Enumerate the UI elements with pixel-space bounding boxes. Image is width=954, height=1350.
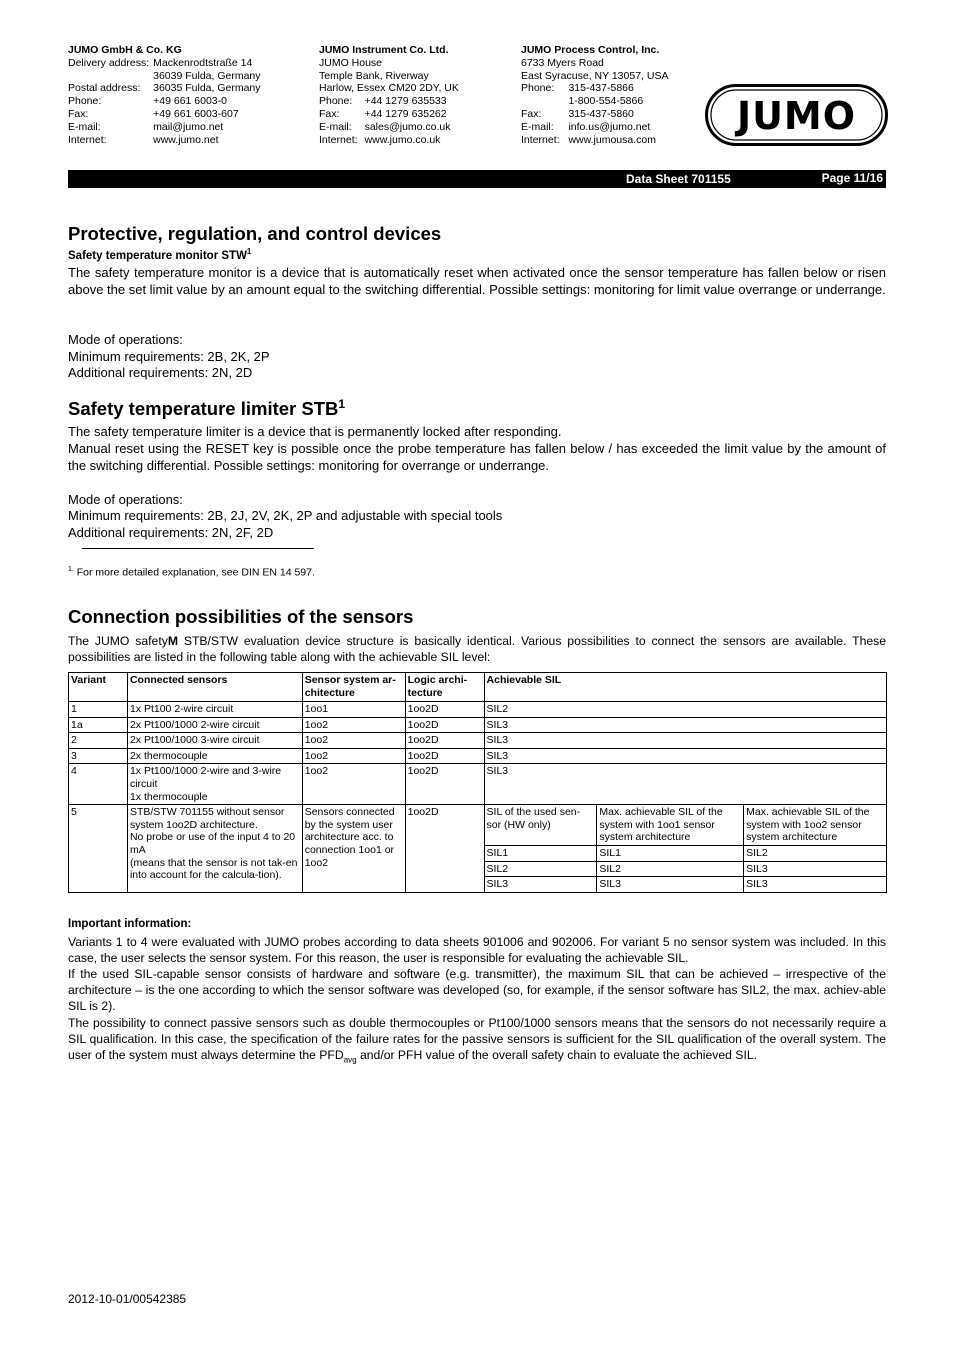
table-row — [69, 717, 887, 733]
address-row — [319, 82, 459, 95]
address-value: 315-437-5860 — [568, 107, 634, 120]
cell-sil-value: SIL3 — [744, 877, 887, 893]
stb-min-requirements: Minimum requirements: 2B, 2J, 2V, 2K, 2P and adjustable with special tools — [68, 508, 503, 523]
address-label: Harlow, Essex CM20 2DY, UK — [319, 82, 459, 95]
stw-min-requirements: Minimum requirements: 2B, 2K, 2P — [68, 349, 270, 364]
table-header-row — [69, 673, 887, 702]
important-paragraph-2: If the used SIL-capable sensor consists of hardware and software (e.g. transmitter), the maximum SIL that can be achieved – irrespective of the architecture – is the one according to which the sensor software was developed (so, for example, if the sensor software has SIL2, the max. achiev-able SIL is 2). — [68, 967, 886, 1014]
cell-sil-value: SIL1 — [597, 846, 744, 862]
cell-logic-architecture: 1oo2D — [405, 733, 484, 749]
header-sensor-architecture: Sensor system ar-chitecture — [302, 673, 405, 702]
address-row — [319, 95, 459, 108]
header-variant: Variant — [69, 673, 128, 702]
address-table — [521, 57, 668, 147]
address-value: +44 1279 635533 — [364, 95, 447, 108]
cell-sensor-architecture: 1oo2 — [302, 764, 405, 805]
section-title-stb — [68, 397, 345, 420]
address-label: Phone: — [68, 95, 102, 108]
document-date-code: 2012-10-01/00542385 — [68, 1292, 187, 1306]
address-label: Internet: — [521, 133, 560, 146]
address-row — [68, 108, 261, 121]
footnote-text: For more detailed explanation, see DIN EN 14 597. — [76, 566, 315, 579]
important-paragraph-3 — [68, 1015, 886, 1069]
cell-connected-sensors: 2x Pt100/1000 3-wire circuit — [127, 733, 302, 749]
address-value: sales@jumo.co.uk — [364, 120, 451, 133]
stb-mode-label: Mode of operations: — [68, 492, 183, 507]
table-row — [69, 702, 887, 718]
address-label: East Syracuse, NY 13057, USA — [521, 69, 669, 82]
address-table — [68, 57, 261, 147]
address-row — [68, 121, 261, 134]
address-value: 1-800-554-5866 — [568, 95, 644, 108]
address-value: www.jumousa.com — [568, 133, 656, 146]
cell-sil-value: SIL3 — [744, 861, 887, 877]
intro-text: The JUMO safety — [68, 634, 168, 648]
address-value: www.jumo.co.uk — [364, 133, 441, 146]
address-label: Temple Bank, Riverway — [319, 69, 429, 82]
address-row — [521, 70, 668, 83]
stw-description: The safety temperature monitor is a device that is automatically reset when activated once the sensor temperature has fallen below or risen above the set limit value by an amount equal to the switching differential. Possible settings: monitoring for limit value overrange or underrange. — [68, 265, 886, 297]
important-paragraph-1: Variants 1 to 4 were evaluated with JUMO probes according to data sheets 901006 and 902006. For variant 5 no sensor system was included. In this case, the user selects the sensor system. For this reason, the user is responsible for evaluating the achievable SIL. — [68, 935, 886, 966]
address-row — [521, 108, 668, 121]
address-value: +49 661 6003-607 — [153, 107, 239, 120]
address-value: Mackenrodtstraße 14 — [153, 56, 253, 69]
section-title-text: Safety temperature limiter STB — [68, 398, 339, 420]
address-label: Internet: — [68, 133, 107, 146]
cell-sensor-architecture: 1oo2 — [302, 717, 405, 733]
cell-sil-value: SIL1 — [484, 846, 597, 862]
address-row — [521, 57, 668, 70]
cell-connected-sensors: STB/STW 701155 without sensor system 1oo2D architecture. No probe or use of the input 4 to 20 mA (means that the sensor is not tak-en into account for the calcula-tion). — [127, 805, 302, 893]
address-label — [521, 95, 568, 108]
cell-variant: 1 — [69, 702, 128, 718]
cell-variant: 5 — [69, 805, 128, 893]
cell-sil-value: SIL3 — [597, 877, 744, 893]
address-value: +44 1279 635262 — [364, 107, 447, 120]
cell-sil-value: SIL3 — [484, 877, 597, 893]
cell-variant: 4 — [69, 764, 128, 805]
address-label: Fax: — [521, 107, 542, 120]
address-label: Phone: — [319, 95, 353, 108]
address-label: Internet: — [319, 133, 358, 146]
address-block-uk — [319, 44, 459, 146]
address-table — [319, 57, 459, 147]
cell-variant: 3 — [69, 748, 128, 764]
cell-sil-subheader: Max. achievable SIL of the system with 1oo1 sensor system architecture — [597, 805, 744, 846]
cell-connected-sensors: 2x thermocouple — [127, 748, 302, 764]
address-label: Phone: — [521, 82, 555, 95]
subscript: avg — [343, 1055, 357, 1065]
company-name: JUMO Process Control, Inc. — [521, 44, 660, 56]
address-label: Postal address: — [68, 82, 141, 95]
address-label: 6733 Myers Road — [521, 56, 604, 69]
cell-connected-sensors: 2x Pt100/1000 2-wire circuit — [127, 717, 302, 733]
address-value: 36035 Fulda, Germany — [153, 82, 261, 95]
address-row — [521, 121, 668, 134]
cell-sil-value: SIL2 — [484, 861, 597, 877]
address-row — [319, 134, 459, 147]
stw-additional-requirements: Additional requirements: 2N, 2D — [68, 365, 253, 380]
cell-variant: 1a — [69, 717, 128, 733]
address-row — [68, 57, 261, 70]
address-row — [68, 70, 261, 83]
address-row — [68, 95, 261, 108]
stb-additional-requirements: Additional requirements: 2N, 2F, 2D — [68, 525, 274, 540]
table-row — [69, 733, 887, 749]
cell-logic-architecture: 1oo2D — [405, 702, 484, 718]
table-row — [69, 748, 887, 764]
address-row — [521, 134, 668, 147]
header-bar — [68, 170, 886, 188]
cell-sensor-architecture: 1oo1 — [302, 702, 405, 718]
address-value: 315-437-5866 — [568, 82, 634, 95]
cell-sensor-architecture: 1oo2 — [302, 733, 405, 749]
header-connected-sensors: Connected sensors — [127, 673, 302, 702]
cell-variant: 2 — [69, 733, 128, 749]
address-row — [521, 95, 668, 108]
sil-table — [68, 672, 887, 893]
company-name: JUMO GmbH & Co. KG — [68, 44, 182, 56]
cell-sil-subheader: Max. achievable SIL of the system with 1oo2 sensor system architecture — [744, 805, 887, 846]
subtitle-text: Safety temperature monitor STW — [68, 249, 247, 262]
table-row — [69, 805, 887, 846]
stb-description-1: The safety temperature limiter is a device that is permanently locked after responding. — [68, 424, 562, 439]
address-value: mail@jumo.net — [153, 120, 224, 133]
address-value: 36039 Fulda, Germany — [153, 69, 261, 82]
address-row — [319, 121, 459, 134]
address-label: E-mail: — [319, 120, 352, 133]
cell-sil-subheader: SIL of the used sen-sor (HW only) — [484, 805, 597, 846]
cell-achievable-sil: SIL3 — [484, 717, 886, 733]
header-logic-architecture: Logic archi-tecture — [405, 673, 484, 702]
datasheet-number: Data Sheet 701155 — [626, 172, 731, 186]
address-row — [319, 57, 459, 70]
address-row — [68, 82, 261, 95]
paragraph-text: The possibility to connect passive sensors such as double thermocouples or Pt100/1000 sensors means that the sensors do not necessarily require a SIL qualification. In this case, the specification of the failure rates for the passive sensors is sufficient for the SIL qualification of the overall system. The user of the system must always determine the PFD — [68, 1016, 886, 1063]
cell-achievable-sil: SIL3 — [484, 748, 886, 764]
address-label: Delivery address: — [68, 56, 150, 69]
address-row — [319, 108, 459, 121]
connection-intro — [68, 633, 886, 665]
address-label: E-mail: — [521, 120, 554, 133]
cell-achievable-sil: SIL3 — [484, 764, 886, 805]
address-label: E-mail: — [68, 120, 101, 133]
address-label: Fax: — [319, 107, 340, 120]
cell-sensor-architecture: Sensors connected by the system user architecture acc. to connection 1oo1 or 1oo2 — [302, 805, 405, 893]
page-number: Page 11/16 — [821, 171, 883, 185]
cell-connected-sensors: 1x Pt100/1000 2-wire and 3-wire circuit 1x thermocouple — [127, 764, 302, 805]
footnote-ref: 1 — [246, 247, 252, 256]
cell-logic-architecture: 1oo2D — [405, 748, 484, 764]
company-name: JUMO Instrument Co. Ltd. — [319, 44, 449, 56]
address-label: JUMO House — [319, 56, 383, 69]
paragraph-text: and/or PFH value of the overall safety chain to evaluate the achieved SIL. — [356, 1048, 757, 1063]
address-value: info.us@jumo.net — [568, 120, 651, 133]
footnote-ref: 1 — [338, 397, 346, 411]
address-row — [521, 82, 668, 95]
header-achievable-sil: Achievable SIL — [484, 673, 886, 702]
important-label: Important information: — [68, 918, 192, 930]
address-row — [68, 134, 261, 147]
footnote — [68, 566, 315, 579]
jumo-logo — [705, 84, 888, 146]
address-row — [319, 70, 459, 83]
address-value: +49 661 6003-0 — [153, 95, 227, 108]
footnote-divider — [82, 548, 314, 549]
section-title-connection: Connection possibilities of the sensors — [68, 606, 414, 627]
address-label: Fax: — [68, 107, 89, 120]
intro-text: STB/STW evaluation device structure is basically identical. Various possibilities to connect the sensors are available. These possibilities are listed in the following table along with the achievable SIL level: — [68, 634, 886, 664]
address-value: www.jumo.net — [153, 133, 219, 146]
intro-brand-letter: M — [167, 634, 178, 648]
subtitle-stw — [68, 247, 251, 262]
cell-connected-sensors: 1x Pt100 2-wire circuit — [127, 702, 302, 718]
cell-logic-architecture: 1oo2D — [405, 717, 484, 733]
table-row — [69, 764, 887, 805]
address-label — [68, 70, 153, 83]
cell-achievable-sil: SIL2 — [484, 702, 886, 718]
cell-logic-architecture: 1oo2D — [405, 805, 484, 893]
cell-achievable-sil: SIL3 — [484, 733, 886, 749]
footnote-marker: 1. — [68, 566, 74, 573]
cell-logic-architecture: 1oo2D — [405, 764, 484, 805]
cell-sil-value: SIL2 — [744, 846, 887, 862]
cell-sil-value: SIL2 — [597, 861, 744, 877]
address-block-usa — [521, 44, 668, 146]
address-block-germany — [68, 44, 261, 146]
cell-sensor-architecture: 1oo2 — [302, 748, 405, 764]
stb-description-2: Manual reset using the RESET key is possible once the probe temperature has fallen below / has exceeded the limit value by the amount of the switching differential. Possible settings: monitoring for overrange or underrange. — [68, 441, 886, 473]
logo-text: JUMO — [736, 94, 857, 138]
section-title-protective-devices: Protective, regulation, and control devices — [68, 223, 442, 244]
stw-mode-label: Mode of operations: — [68, 332, 183, 347]
